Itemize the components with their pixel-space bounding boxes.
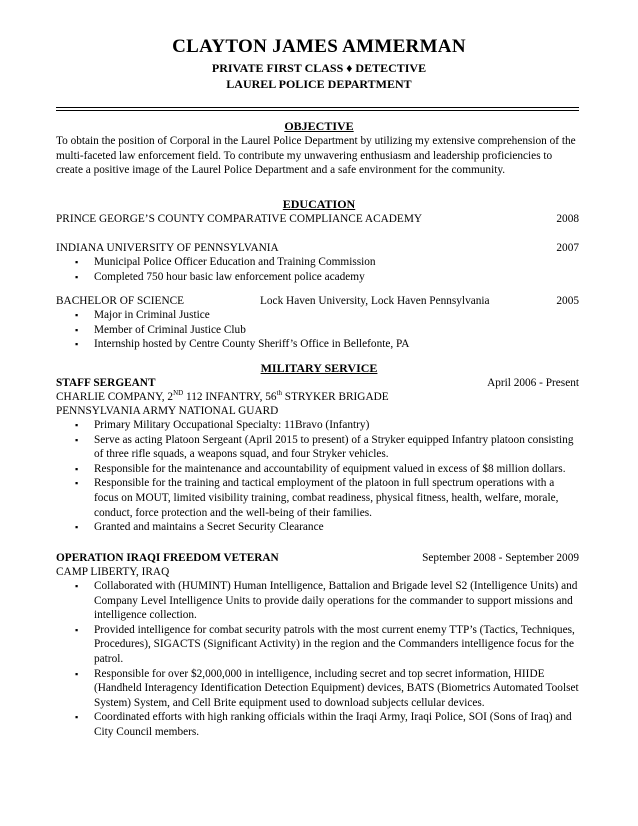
objective-text: To obtain the position of Corporal in the Laurel Police Department by utilizing my extensive comprehension of the multi-faceted law enforcement field. To contribute my unwavering enthusiasm and leadership proficiencies to create a positive image of the Laurel Police Department and a safe environment for the community. xyxy=(56,135,576,177)
bullet-icon: ▪ xyxy=(75,420,79,430)
list-item: ▪ Collaborated with (HUMINT) Human Intelligence, Battalion and Brigade level S2 (Intelligence Units) and Company Level Intelligence Units to provide daily operations for the commander to support missions and intelligence collection. xyxy=(75,580,578,622)
education-bullets xyxy=(56,308,581,352)
bullet-icon: ▪ xyxy=(75,257,79,267)
list-item: ▪ Internship hosted by Centre County Sheriff’s Office in Bellefonte, PA xyxy=(75,338,410,351)
unit-line: CHARLIE COMPANY, 2ND 112 INFANTRY, 56th STRYKER BRIGADE xyxy=(56,389,389,403)
bullet-icon: ▪ xyxy=(75,463,79,474)
school-location: Lock Haven University, Lock Haven Pennsylvania xyxy=(260,295,490,307)
school-name: PRINCE GEORGE’S COUNTY COMPARATIVE COMPLIANCE ACADEMY xyxy=(56,213,423,225)
oif-bullets xyxy=(56,579,581,740)
bullet-icon: ▪ xyxy=(75,434,79,445)
list-item: ▪ Responsible for the maintenance and accountability of equipment valued in excess of $8 million dollars. xyxy=(75,462,566,475)
title-label: DETECTIVE xyxy=(355,61,427,75)
list-item: ▪ Responsible for the training and tactical employment of the platoon in full spectrum operations with a focus on MOUT, limited visibility training, combat readiness, physical fitness, health, welfare, morale, conduct, force protection and the well-being of their families. xyxy=(75,477,559,519)
degree-name: BACHELOR OF SCIENCE xyxy=(56,295,185,307)
education-entry xyxy=(56,241,579,256)
guard-line: PENNSYLVANIA ARMY NATIONAL GUARD xyxy=(56,405,279,417)
list-item: ▪ Granted and maintains a Secret Security Clearance xyxy=(75,521,324,534)
education-year: 2008 xyxy=(556,213,579,225)
list-item: ▪ Member of Criminal Justice Club xyxy=(75,323,246,336)
objective-heading: OBJECTIVE xyxy=(284,119,354,133)
candidate-name: CLAYTON JAMES AMMERMAN xyxy=(172,36,466,57)
bullet-icon: ▪ xyxy=(75,624,79,635)
education-heading: EDUCATION xyxy=(282,197,356,211)
diamond-icon: ♦ xyxy=(346,61,353,75)
education-entry xyxy=(56,212,579,227)
list-item: ▪ Serve as acting Platoon Sergeant (April 2015 to present) of a Stryker equipped Infantry platoon consisting of three rifle squads, a weapons squad, and four Stryker vehicles. xyxy=(75,433,574,461)
education-bullets xyxy=(56,255,581,284)
list-item: ▪ Primary Military Occupational Specialty: 11Bravo (Infantry) xyxy=(75,419,370,431)
position-header xyxy=(56,376,579,391)
list-item: ▪ Completed 750 hour basic law enforcement police academy xyxy=(75,270,365,283)
military-heading: MILITARY SERVICE xyxy=(260,361,378,375)
bullet-icon: ▪ xyxy=(75,271,79,282)
bullet-icon: ▪ xyxy=(75,339,79,350)
bullet-icon: ▪ xyxy=(75,581,79,591)
list-item: ▪ Municipal Police Officer Education and Training Commission xyxy=(75,256,376,268)
school-name: INDIANA UNIVERSITY OF PENNSYLVANIA xyxy=(56,242,279,254)
bullet-icon: ▪ xyxy=(75,712,79,723)
bullet-icon: ▪ xyxy=(75,478,79,489)
bullet-icon: ▪ xyxy=(75,324,79,335)
list-item: ▪ Coordinated efforts with high ranking officials within the Iraqi Army, Iraqi Police, SOI (Sons of Iraq) and City Council members. xyxy=(75,711,572,738)
education-year: 2007 xyxy=(556,242,579,254)
rank-line xyxy=(0,61,638,75)
position-title: OPERATION IRAQI FREEDOM VETERAN xyxy=(56,552,279,564)
staff-sergeant-bullets xyxy=(56,418,581,535)
header-divider xyxy=(56,107,579,108)
location-line: CAMP LIBERTY, IRAQ xyxy=(56,566,170,578)
position-dates: September 2008 - September 2009 xyxy=(422,552,579,564)
bullet-icon: ▪ xyxy=(75,522,79,533)
position-dates: April 2006 - Present xyxy=(487,377,579,389)
position-header xyxy=(56,551,579,566)
list-item: ▪ Provided intelligence for combat security patrols with the most current enemy TTP’s (Tactics, Techniques, Procedures), SIGACTS (Significant Activity) in the region and the Commanders intelligence focus for the patrol. xyxy=(75,623,575,665)
education-entry xyxy=(56,294,579,309)
department-name: LAUREL POLICE DEPARTMENT xyxy=(226,77,412,91)
position-title: STAFF SERGEANT xyxy=(56,377,156,389)
header-divider-2 xyxy=(56,110,579,111)
rank-label: PRIVATE FIRST CLASS xyxy=(211,61,344,75)
education-year: 2005 xyxy=(556,295,579,307)
list-item: ▪ Responsible for over $2,000,000 in intelligence, including secret and top secret information, HIIDE (Handheld Interagency Identification Detection Equipment) devices, BATS (Biometrics Automated Toolset System) System, and Cell Brite equipment used to download subjects cellular devices. xyxy=(75,667,579,709)
bullet-icon: ▪ xyxy=(75,668,79,679)
list-item: ▪ Major in Criminal Justice xyxy=(75,309,210,321)
bullet-icon: ▪ xyxy=(75,310,79,320)
